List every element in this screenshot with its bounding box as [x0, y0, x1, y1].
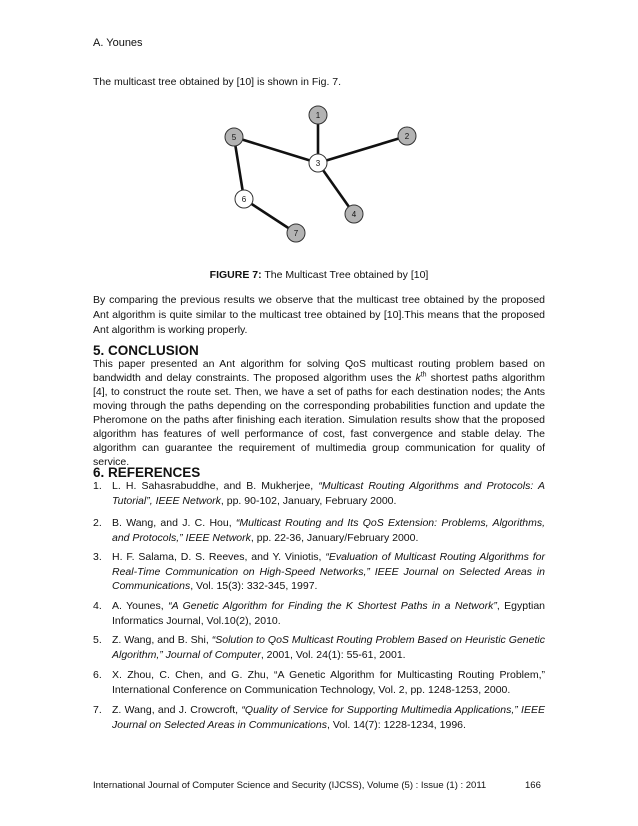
tree-node-label: 5	[231, 133, 237, 142]
page-number: 166	[525, 780, 541, 791]
reference-authors: Z. Wang, and B. Shi,	[112, 634, 212, 646]
figure-caption-label: FIGURE 7:	[209, 269, 262, 281]
tree-node-label: 1	[315, 111, 321, 120]
reference-details: , Vol. 15(3): 332-345, 1997.	[190, 580, 318, 592]
conclusion-heading: 5. CONCLUSION	[93, 343, 199, 358]
tree-node-6	[235, 190, 253, 208]
tree-node-4	[345, 205, 363, 223]
tree-node-label: 6	[241, 195, 247, 204]
reference-title: “Multicast Routing Algorithms and Protocols: A Tutorial”, IEEE Network	[112, 480, 545, 507]
reference-title: “Quality of Service for Supporting Multimedia Applications,” IEEE Journal on Selected Areas in Communications	[112, 704, 545, 731]
reference-item	[93, 550, 545, 594]
reference-authors: L. H. Sahasrabuddhe, and B. Mukherjee,	[112, 480, 319, 492]
th-superscript: th	[420, 371, 427, 379]
k-variable: k	[415, 372, 421, 384]
reference-details: , Vol. 14(7): 1228-1234, 1996.	[326, 718, 466, 731]
running-header: A. Younes	[93, 37, 143, 49]
reference-item	[93, 599, 545, 628]
figure-caption-text: The Multicast Tree obtained by [10]	[261, 269, 429, 281]
reference-number: 3.	[93, 551, 102, 563]
reference-number: 2.	[93, 517, 102, 529]
tree-nodes	[225, 106, 416, 242]
figure-caption	[0, 269, 638, 281]
reference-details: , Egyptian Informatics Journal, Vol.10(2), 2010.	[112, 600, 545, 627]
reference-details: , pp. 90-102, January, February 2000.	[220, 494, 397, 507]
reference-title: “Evaluation of Multicast Routing Algorithms for Real-Time Communication on High-Speed Networks,” IEEE Journal on Selected Areas in Communications	[112, 551, 546, 592]
tree-edge-5-3	[234, 137, 318, 163]
tree-node-label: 4	[351, 210, 357, 219]
reference-authors: A. Younes,	[112, 600, 169, 612]
comparison-paragraph	[93, 293, 545, 338]
tree-node-2	[398, 127, 416, 145]
reference-authors: Z. Wang, and J. Crowcroft,	[112, 704, 242, 716]
comparison-line: By comparing the previous results we observe that the multicast tree obtained by the proposed	[93, 294, 545, 306]
reference-item	[93, 703, 545, 732]
reference-item	[93, 479, 545, 508]
intro-text: The multicast tree obtained by [10] is shown in Fig. 7.	[93, 76, 342, 88]
comparison-line: Ant algorithm is quite similar to the multicast tree obtained by [10].This means that the proposed	[93, 309, 545, 321]
reference-number: 4.	[93, 600, 102, 612]
reference-authors: B. Wang, and J. C. Hou,	[112, 517, 236, 529]
tree-node-label: 2	[404, 132, 410, 141]
reference-number: 1.	[93, 480, 102, 492]
references-heading: 6. REFERENCES	[93, 465, 201, 480]
conclusion-paragraph	[93, 357, 545, 469]
reference-item	[93, 668, 545, 697]
tree-node-1	[309, 106, 327, 124]
reference-details: , pp. 22-36, January/February 2000.	[250, 531, 419, 544]
reference-number: 7.	[93, 704, 102, 716]
reference-item	[93, 516, 545, 545]
reference-item	[93, 633, 545, 662]
footer-journal: International Journal of Computer Science and Security (IJCSS), Volume (5) : Issue (1) : 2011	[93, 780, 487, 791]
reference-authors: H. F. Salama, D. S. Reeves, and Y. Viniotis,	[112, 551, 326, 563]
reference-number: 6.	[93, 669, 102, 681]
tree-node-7	[287, 224, 305, 242]
tree-edges	[231, 115, 407, 233]
reference-number: 5.	[93, 634, 102, 646]
tree-node-label: 3	[315, 159, 321, 168]
reference-authors: X. Zhou, C. Chen, and G. Zhu, “A Genetic Algorithm for Multicasting Routing Problem,” International Conference on Communication Technology, Vol. 2, pp. 1248-1253, 2000.	[112, 669, 545, 696]
conclusion-text-a: This paper presented an Ant algorithm for solving QoS multicast routing problem based on bandwidth and delay constraints. The proposed algorithm uses the	[93, 358, 545, 384]
reference-title: “A Genetic Algorithm for Finding the K Shortest Paths in a Network”	[168, 600, 497, 612]
tree-node-label: 7	[293, 229, 299, 238]
tree-edge-2-3	[318, 136, 407, 163]
tree-node-3	[309, 154, 327, 172]
comparison-line: Ant algorithm is working properly.	[93, 324, 248, 336]
reference-title: “Solution to QoS Multicast Routing Problem Based on Heuristic Genetic Algorithm,” Journal of Computer	[112, 634, 545, 661]
conclusion-text-b: shortest paths algorithm [4], to construct the route set. Then, we have a set of paths for each destination nodes; the Ants moving through the paths depending on the corresponding probabilities function and update the Pheromone on the paths after finishing each iteration. Simulation results show that the proposed algorithm has features of well performance of cost, fast convergence and stable delay. The algorithm can guarantee the requirement of multimedia group communication for quality of service.	[93, 372, 545, 468]
multicast-tree-figure	[0, 0, 638, 260]
tree-node-5	[225, 128, 243, 146]
reference-details: , 2001, Vol. 24(1): 55-61, 2001.	[260, 648, 406, 661]
reference-title: “Multicast Routing and Its QoS Extension: Problems, Algorithms, and Protocols,” IEEE Network	[112, 517, 545, 544]
